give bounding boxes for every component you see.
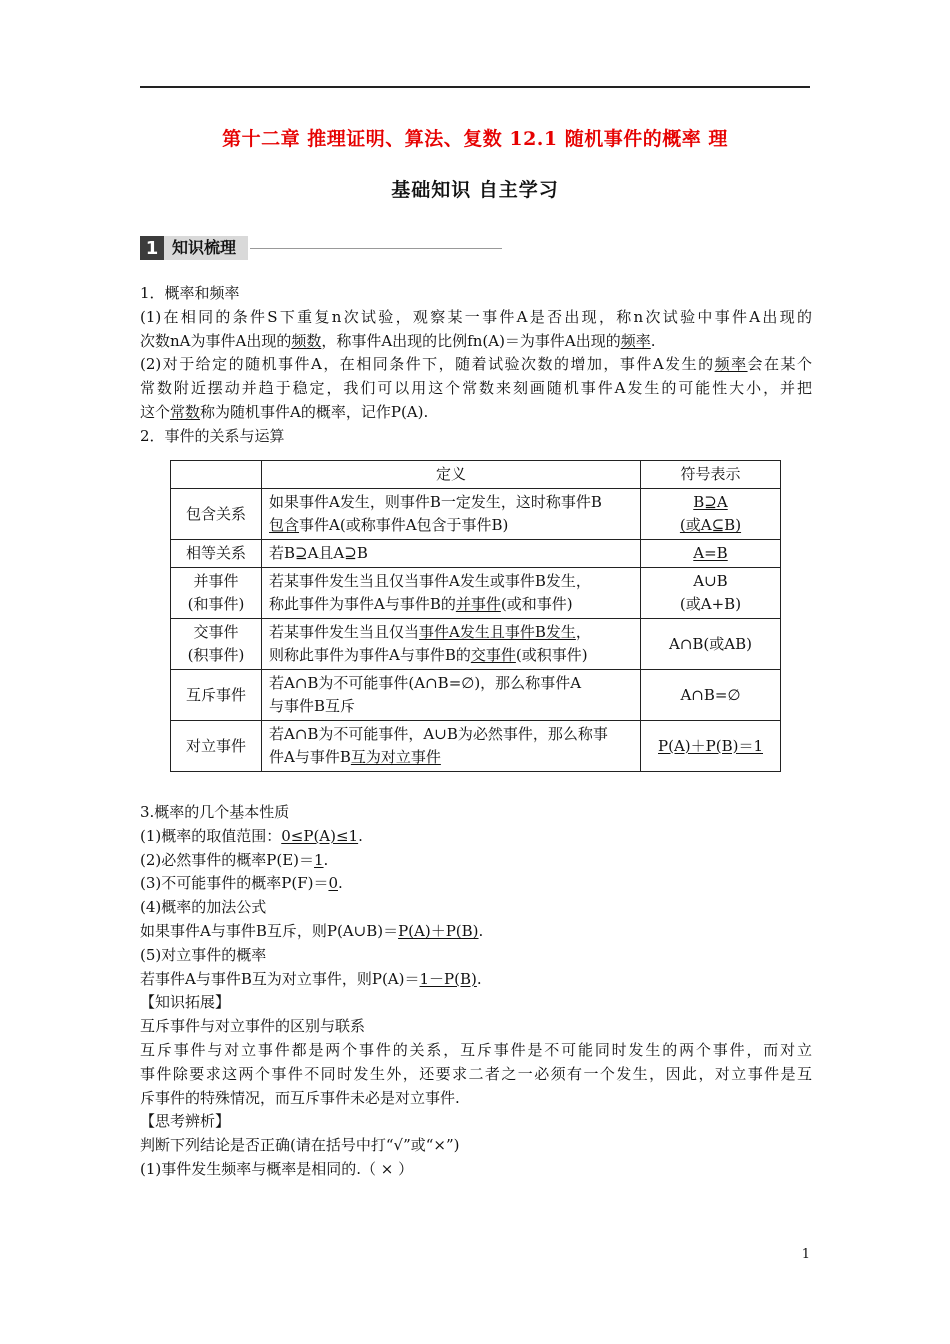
para-2-line-1: (2)对于给定的随机事件A，在相同条件下，随着试验次数的增加，事件A发生的频率会在某个	[140, 355, 812, 374]
chapter-title: 第十二章 推理证明、算法、复数 12.1 随机事件的概率 理	[222, 128, 728, 150]
thinking-item-1: (1)事件发生频率与概率是相同的.（ × ）	[140, 1159, 414, 1178]
property-5: (5)对立事件的概率	[140, 945, 267, 964]
relation-symbol: A∩B(或AB)	[641, 619, 781, 670]
relation-name: 对立事件	[171, 721, 262, 772]
relation-definition: 若B⊇A且A⊇B	[262, 540, 641, 568]
page-number: 1	[801, 1247, 810, 1262]
relation-symbol: A∩B=∅	[641, 670, 781, 721]
relation-definition: 若A∩B为不可能事件，A∪B为必然事件，那么称事 件A与事件B互为对立事件	[262, 721, 641, 772]
para-1-line-1: (1)在相同的条件S下重复n次试验，观察某一事件A是否出现，称n次试验中事件A出现的	[140, 307, 812, 326]
table-header-cell: 符号表示	[641, 461, 781, 489]
relation-symbol: P(A)＋P(B)＝1	[641, 721, 781, 772]
para-2-line-3: 这个常数称为随机事件A的概率，记作P(A).	[140, 402, 429, 421]
table-header-cell	[171, 461, 262, 489]
table-row	[171, 540, 781, 568]
thinking-instruction: 判断下列结论是否正确(请在括号中打“√”或“×”)	[140, 1136, 460, 1155]
para-2-line-2: 常数附近摆动并趋于稳定，我们可以用这个常数来刻画随机事件A发生的可能性大小，并把	[140, 379, 812, 398]
relation-name: 互斥事件	[171, 670, 262, 721]
extension-line: 斥事件的特殊情况，而互斥事件未必是对立事件.	[140, 1088, 460, 1107]
property-4-formula: 如果事件A与事件B互斥，则P(A∪B)＝P(A)＋P(B).	[140, 921, 484, 940]
thinking-heading: 【思考辨析】	[140, 1112, 231, 1131]
table-header-row	[171, 461, 781, 489]
relation-name: 包含关系	[171, 489, 262, 540]
extension-line: 事件除要求这两个事件不同时发生外，还要求二者之一必须有一个发生，因此，对立事件是互	[140, 1064, 812, 1083]
relation-definition: 若某事件发生当且仅当事件A发生且事件B发生， 则称此事件为事件A与事件B的交事件(或积事件)	[262, 619, 641, 670]
relation-definition: 若某事件发生当且仅当事件A发生或事件B发生， 称此事件为事件A与事件B的并事件(或和事件)	[262, 568, 641, 619]
section-subtitle: 基础知识 自主学习	[391, 179, 559, 201]
heading-1: 1．概率和频率	[140, 284, 240, 302]
table-row	[171, 721, 781, 772]
heading-2: 2．事件的关系与运算	[140, 426, 285, 445]
property-4: (4)概率的加法公式	[140, 898, 267, 917]
basic-properties-block	[140, 801, 812, 1182]
table-row	[171, 568, 781, 619]
relation-symbol: B⊇A (或A⊆B)	[641, 489, 781, 540]
property-3: (3)不可能事件的概率P(F)＝0.	[140, 874, 343, 893]
relation-symbol: A=B	[641, 540, 781, 568]
property-5-formula: 若事件A与事件B互为对立事件，则P(A)＝1－P(B).	[140, 969, 482, 988]
property-1: (1)概率的取值范围：0≤P(A)≤1.	[140, 826, 363, 845]
heading-3: 3.概率的几个基本性质	[140, 803, 290, 821]
property-2: (2)必然事件的概率P(E)＝1.	[140, 850, 329, 869]
section-header	[140, 236, 502, 260]
top-rule	[140, 86, 810, 88]
section-label: 知识梳理	[164, 236, 248, 260]
table-row	[171, 489, 781, 540]
relation-definition: 如果事件A发生，则事件B一定发生，这时称事件B 包含事件A(或称事件A包含于事件B)	[262, 489, 641, 540]
table-row	[171, 619, 781, 670]
extension-line: 互斥事件与对立事件都是两个事件的关系，互斥事件是不可能同时发生的两个事件，而对立	[140, 1040, 812, 1059]
extension-heading: 【知识拓展】	[140, 993, 231, 1012]
section-divider	[250, 248, 502, 249]
relation-definition: 若A∩B为不可能事件(A∩B=∅)，那么称事件A 与事件B互斥	[262, 670, 641, 721]
event-relations-table	[170, 460, 781, 772]
relation-name: 交事件 (积事件)	[171, 619, 262, 670]
relation-name: 并事件 (和事件)	[171, 568, 262, 619]
section-number-badge: 1	[140, 236, 164, 260]
table-row	[171, 670, 781, 721]
relation-name: 相等关系	[171, 540, 262, 568]
table-header-cell: 定义	[262, 461, 641, 489]
relation-symbol: A∪B (或A+B)	[641, 568, 781, 619]
para-1-line-2: 次数nA为事件A出现的频数，称事件A出现的比例fn(A)＝为事件A出现的频率.	[140, 331, 656, 350]
probability-frequency-block	[140, 282, 812, 449]
extension-line: 互斥事件与对立事件的区别与联系	[140, 1017, 366, 1036]
